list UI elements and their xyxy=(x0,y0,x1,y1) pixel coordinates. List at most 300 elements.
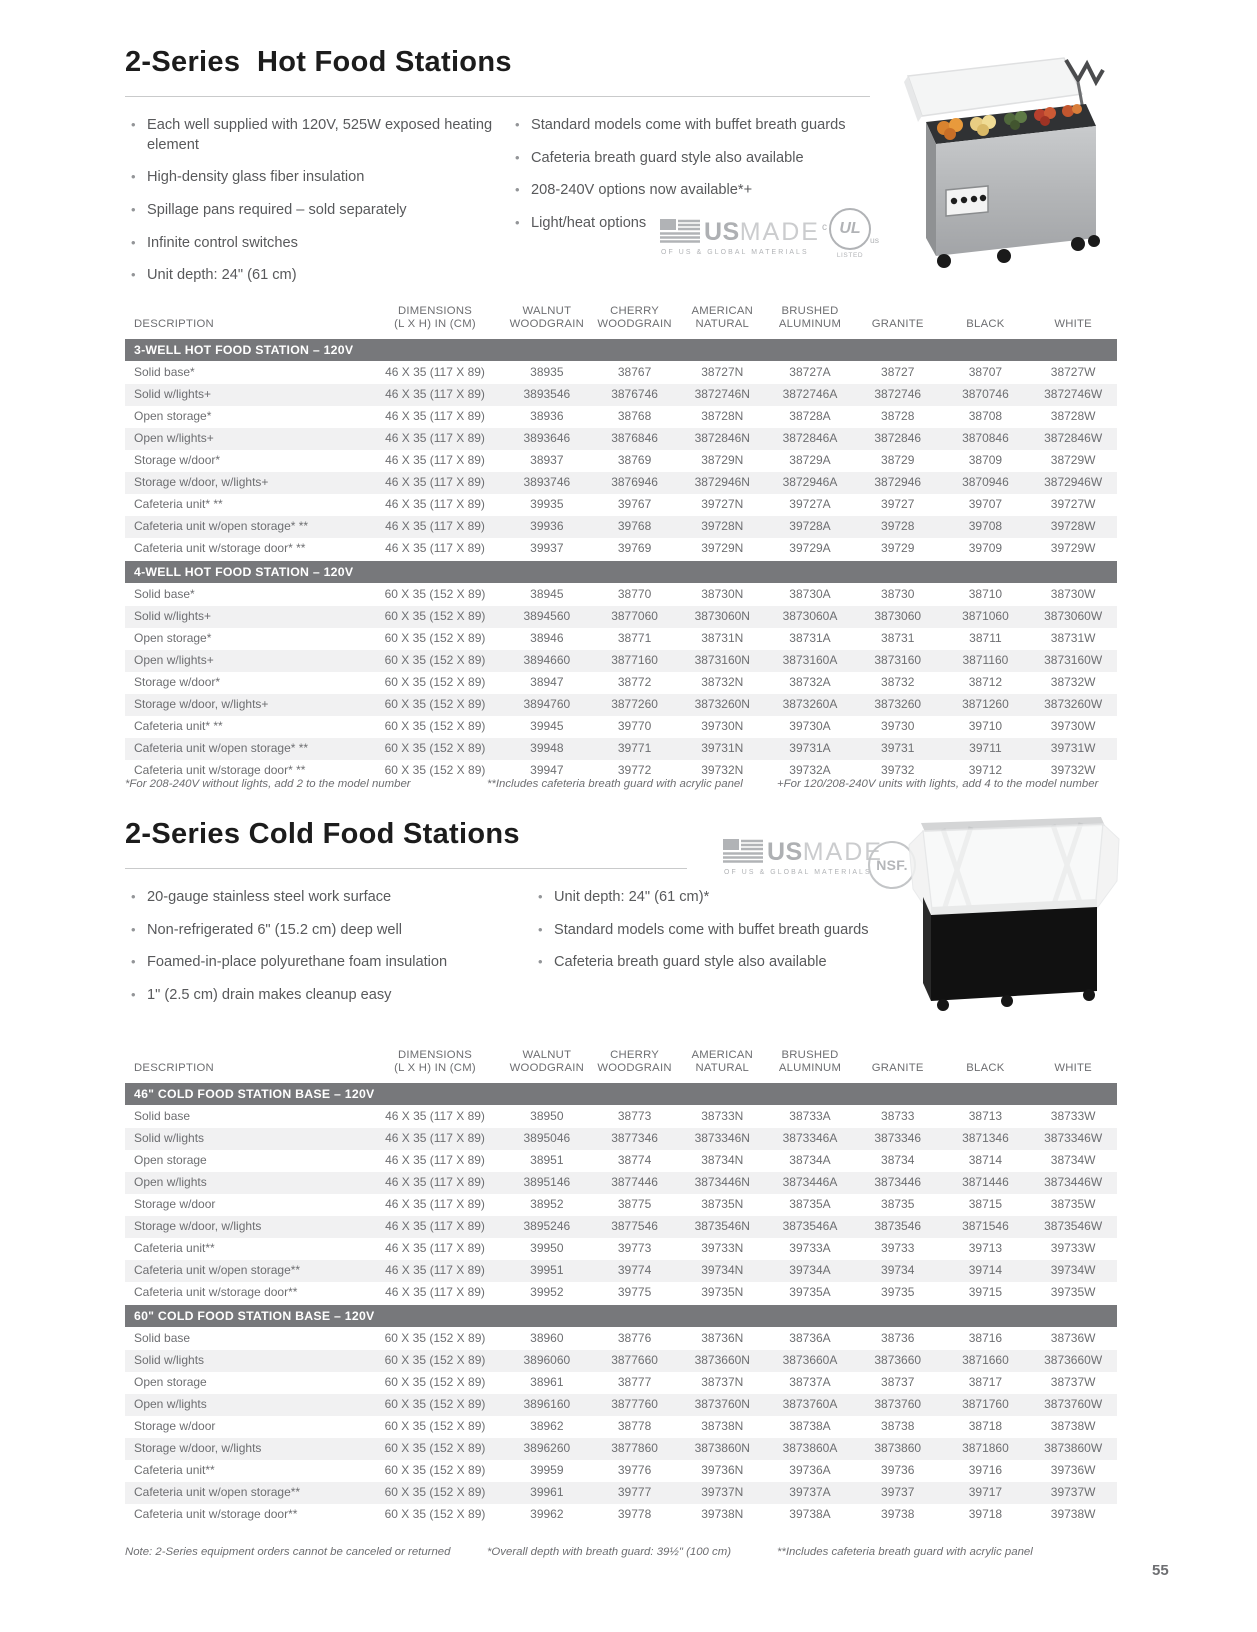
cell-model-number: 39769 xyxy=(617,541,652,556)
cell-model-number: 38733W xyxy=(1050,1109,1096,1124)
cell-model-number: 39735W xyxy=(1050,1285,1096,1300)
cell-model-number: 38736 xyxy=(881,1331,915,1346)
col-header xyxy=(591,1046,679,1082)
cell-model-number: 38737N xyxy=(701,1375,744,1390)
col-header-label: BRUSHED ALUMINUM xyxy=(778,305,842,331)
cell-dimensions: 60 X 35 (152 X 89) xyxy=(384,719,486,734)
col-header-label: GRANITE xyxy=(871,318,924,331)
cell-model-number: 38710 xyxy=(968,587,1003,602)
cell-dimensions: 46 X 35 (117 X 89) xyxy=(385,1131,485,1146)
cell-model-number: 39730 xyxy=(881,719,915,734)
cell-model-number: 3895046 xyxy=(523,1131,571,1146)
cell-model-number: 3873060W xyxy=(1044,609,1103,624)
cell-model-number: 39732 xyxy=(881,763,915,778)
cell-model-number: 39768 xyxy=(617,519,652,534)
table-row xyxy=(125,428,1117,450)
cell-model-number: 39738A xyxy=(789,1507,831,1522)
dimensions-line: DIMENSIONS xyxy=(397,305,473,318)
cell-model-number: 3871860 xyxy=(962,1441,1009,1456)
cell-model-number: 39730A xyxy=(789,719,831,734)
cell-model-number: 39707 xyxy=(968,497,1003,512)
hot-bullet-list-left xyxy=(128,116,496,299)
cell-model-number: 38769 xyxy=(617,453,652,468)
cell-model-number: 38731A xyxy=(789,631,831,646)
table-row xyxy=(125,694,1117,716)
cell-model-number: 39937 xyxy=(530,541,564,556)
cell-model-number: 3893546 xyxy=(523,387,571,402)
cell-model-number: 3876946 xyxy=(611,475,658,490)
cell-model-number: 3873060 xyxy=(874,609,922,624)
cell-model-number: 38936 xyxy=(530,409,564,424)
col-header-label: CHERRY WOODGRAIN xyxy=(597,1049,672,1075)
footnote: **Includes cafeteria breath guard with acrylic panel xyxy=(487,778,743,790)
cell-model-number: 38727A xyxy=(789,365,831,380)
cell-model-number: 38738 xyxy=(881,1419,915,1434)
cell-model-number: 39713 xyxy=(968,1241,1003,1256)
cell-model-number: 39718 xyxy=(968,1507,1003,1522)
col-header xyxy=(766,1046,854,1082)
cell-model-number: 38735 xyxy=(881,1197,915,1212)
cell-model-number: 3873546 xyxy=(874,1219,922,1234)
cell-description: Cafeteria unit w/storage door* ** xyxy=(134,541,306,556)
col-header-label: WHITE xyxy=(1054,1062,1092,1075)
cell-description: Storage w/door xyxy=(134,1419,216,1434)
cell-model-number: 39715 xyxy=(968,1285,1003,1300)
cell-model-number: 39717 xyxy=(968,1485,1003,1500)
cell-dimensions: 60 X 35 (152 X 89) xyxy=(384,609,486,624)
cell-dimensions: 60 X 35 (152 X 89) xyxy=(384,1331,486,1346)
cell-model-number: 39709 xyxy=(968,541,1003,556)
cell-dimensions: 46 X 35 (117 X 89) xyxy=(385,1263,485,1278)
cell-model-number: 39947 xyxy=(530,763,564,778)
cell-model-number: 39708 xyxy=(968,519,1003,534)
table-row xyxy=(125,1106,1117,1128)
title-divider xyxy=(125,96,870,97)
col-header xyxy=(503,302,591,338)
cell-model-number: 3896260 xyxy=(523,1441,571,1456)
cell-description: Cafeteria unit w/storage door** xyxy=(134,1285,298,1300)
cell-model-number: 39728 xyxy=(881,519,915,534)
cell-model-number: 38718 xyxy=(968,1419,1003,1434)
bullet-item: • Unit depth: 24" (61 cm) xyxy=(128,266,496,286)
bullet-item: • 1" (2.5 cm) drain makes cleanup easy xyxy=(128,986,528,1006)
cell-model-number: 39729N xyxy=(701,541,744,556)
cell-model-number: 39732W xyxy=(1050,763,1096,778)
cell-model-number: 38770 xyxy=(617,587,652,602)
hot-food-station-image xyxy=(882,42,1127,274)
bullet-item: • Light/heat options xyxy=(512,214,902,234)
cell-model-number: 38775 xyxy=(617,1197,652,1212)
bullet-item: • Cafeteria breath guard style also available xyxy=(535,953,935,973)
cell-dimensions: 60 X 35 (152 X 89) xyxy=(384,1419,486,1434)
bullet-item: • High-density glass fiber insulation xyxy=(128,168,496,188)
cell-description: Open w/lights+ xyxy=(134,653,214,668)
cell-model-number: 3872746N xyxy=(694,387,750,402)
cell-model-number: 3893746 xyxy=(523,475,571,490)
footnote: *For 208-240V without lights, add 2 to the model number xyxy=(125,778,411,790)
cell-model-number: 38734A xyxy=(789,1153,831,1168)
cell-model-number: 39736A xyxy=(789,1463,831,1478)
table-section-header: 46" COLD FOOD STATION BASE – 120V xyxy=(125,1083,1117,1105)
cell-model-number: 38937 xyxy=(530,453,564,468)
cell-model-number: 38737W xyxy=(1050,1375,1096,1390)
cell-model-number: 39961 xyxy=(530,1485,564,1500)
table-row xyxy=(125,1482,1117,1504)
cell-model-number: 39727A xyxy=(789,497,831,512)
bullet-item: • Each well supplied with 120V, 525W exposed heating element xyxy=(128,116,496,155)
cell-description: Open storage* xyxy=(134,409,212,424)
cell-model-number: 3870946 xyxy=(962,475,1009,490)
cell-model-number: 38727N xyxy=(701,365,744,380)
cell-description: Cafeteria unit w/open storage** xyxy=(134,1485,301,1500)
cell-description: Solid w/lights xyxy=(134,1131,205,1146)
cell-description: Solid w/lights xyxy=(134,1353,205,1368)
col-header-label: GRANITE xyxy=(871,1062,924,1075)
cell-model-number: 3876746 xyxy=(611,387,658,402)
col-header xyxy=(766,302,854,338)
cell-dimensions: 46 X 35 (117 X 89) xyxy=(385,431,485,446)
cell-model-number: 38735W xyxy=(1050,1197,1096,1212)
col-header-label: BLACK xyxy=(966,1062,1005,1075)
usmade-logo xyxy=(660,218,820,256)
cell-model-number: 38767 xyxy=(617,365,652,380)
cell-model-number: 38736N xyxy=(701,1331,744,1346)
cell-model-number: 3895146 xyxy=(523,1175,571,1190)
cell-model-number: 39952 xyxy=(530,1285,564,1300)
col-header-label: AMERICAN NATURAL xyxy=(691,305,754,331)
cell-model-number: 38736A xyxy=(789,1331,831,1346)
cell-model-number: 39730W xyxy=(1050,719,1096,734)
cell-model-number: 39731A xyxy=(789,741,831,756)
table-section-header: 3-WELL HOT FOOD STATION – 120V xyxy=(125,339,1117,361)
cell-model-number: 38935 xyxy=(530,365,564,380)
cell-model-number: 3872946A xyxy=(782,475,838,490)
cell-description: Open w/lights xyxy=(134,1397,207,1412)
table-row xyxy=(125,1282,1117,1304)
usmade-subtext: OF US & GLOBAL MATERIALS xyxy=(661,249,809,256)
cell-model-number: 3872846A xyxy=(782,431,838,446)
cell-dimensions: 46 X 35 (117 X 89) xyxy=(385,1109,485,1124)
cell-model-number: 39727W xyxy=(1050,497,1096,512)
cell-description: Solid w/lights+ xyxy=(134,609,212,624)
cell-model-number: 3895246 xyxy=(523,1219,571,1234)
cell-dimensions: 60 X 35 (152 X 89) xyxy=(384,741,486,756)
col-header xyxy=(854,315,942,338)
cell-model-number: 39738 xyxy=(881,1507,915,1522)
cell-model-number: 38709 xyxy=(968,453,1003,468)
nsf-icon: NSF. xyxy=(868,841,916,889)
cell-model-number: 39950 xyxy=(530,1241,564,1256)
cold-food-station-image xyxy=(895,793,1127,1011)
cell-model-number: 38777 xyxy=(617,1375,652,1390)
cell-dimensions: 60 X 35 (152 X 89) xyxy=(384,1485,486,1500)
cell-model-number: 3873546N xyxy=(694,1219,750,1234)
table-row xyxy=(125,1438,1117,1460)
cell-description: Cafeteria unit** xyxy=(134,1241,215,1256)
cell-model-number: 3873660N xyxy=(694,1353,750,1368)
cell-description: Open storage xyxy=(134,1153,207,1168)
cell-description: Solid base* xyxy=(134,587,195,602)
cell-model-number: 3877060 xyxy=(611,609,658,624)
cell-model-number: 38728N xyxy=(701,409,744,424)
cell-model-number: 3871346 xyxy=(962,1131,1009,1146)
cell-model-number: 39737W xyxy=(1050,1485,1096,1500)
cell-model-number: 39736W xyxy=(1050,1463,1096,1478)
table-row xyxy=(125,1460,1117,1482)
cell-model-number: 3894760 xyxy=(523,697,571,712)
cell-model-number: 39728W xyxy=(1050,519,1096,534)
usmade-wordmark: USMADE xyxy=(767,838,883,866)
col-header xyxy=(1029,315,1117,338)
cell-model-number: 38960 xyxy=(530,1331,564,1346)
col-header xyxy=(942,1059,1030,1082)
col-header xyxy=(591,302,679,338)
cell-model-number: 3873260A xyxy=(782,697,838,712)
table-row xyxy=(125,1172,1117,1194)
dimensions-line: (L X H) IN (CM) xyxy=(394,318,476,331)
cell-model-number: 39772 xyxy=(617,763,652,778)
table-row xyxy=(125,494,1117,516)
cell-model-number: 39737 xyxy=(881,1485,915,1500)
cell-model-number: 38734N xyxy=(701,1153,744,1168)
cell-model-number: 38729 xyxy=(881,453,915,468)
usmade-subtext: OF US & GLOBAL MATERIALS xyxy=(724,869,872,876)
cell-model-number: 39737N xyxy=(701,1485,744,1500)
cell-description: Solid base* xyxy=(134,365,195,380)
table-row xyxy=(125,738,1117,760)
cell-model-number: 39738N xyxy=(701,1507,744,1522)
cell-model-number: 38951 xyxy=(530,1153,564,1168)
table-row xyxy=(125,538,1117,560)
cell-model-number: 38947 xyxy=(530,675,564,690)
cell-model-number: 38738N xyxy=(701,1419,744,1434)
cell-model-number: 38731N xyxy=(701,631,744,646)
cell-description: Storage w/door* xyxy=(134,675,221,690)
cell-model-number: 39948 xyxy=(530,741,564,756)
cell-model-number: 3873346N xyxy=(694,1131,750,1146)
cell-model-number: 3893646 xyxy=(523,431,571,446)
cell-dimensions: 60 X 35 (152 X 89) xyxy=(384,1507,486,1522)
cell-model-number: 39776 xyxy=(617,1463,652,1478)
table-row xyxy=(125,1416,1117,1438)
us-flag-icon xyxy=(660,218,700,245)
cell-model-number: 38712 xyxy=(968,675,1003,690)
cell-model-number: 39935 xyxy=(530,497,564,512)
cell-model-number: 3877446 xyxy=(611,1175,658,1190)
hot-footnotes xyxy=(125,778,1117,794)
cell-model-number: 3873260 xyxy=(874,697,922,712)
cell-description: Storage w/door xyxy=(134,1197,216,1212)
cell-dimensions: 46 X 35 (117 X 89) xyxy=(385,409,485,424)
cell-model-number: 38776 xyxy=(617,1331,652,1346)
cell-model-number: 38731W xyxy=(1050,631,1096,646)
col-header-label: BRUSHED ALUMINUM xyxy=(778,1049,842,1075)
table-row xyxy=(125,716,1117,738)
cold-section-title: 2-Series Cold Food Stations xyxy=(125,818,520,850)
cell-model-number: 38727 xyxy=(881,365,915,380)
cell-model-number: 38732 xyxy=(881,675,915,690)
cell-dimensions: 46 X 35 (117 X 89) xyxy=(385,1285,485,1300)
col-header xyxy=(942,315,1030,338)
cell-model-number: 38732A xyxy=(789,675,831,690)
cell-model-number: 3873260N xyxy=(694,697,750,712)
bullet-item: • Foamed-in-place polyurethane foam insulation xyxy=(128,953,528,973)
cell-model-number: 3873660A xyxy=(782,1353,838,1368)
cell-model-number: 39710 xyxy=(968,719,1003,734)
usmade-logo xyxy=(723,838,883,876)
cell-model-number: 39732N xyxy=(701,763,744,778)
cell-description: Cafeteria unit** xyxy=(134,1463,215,1478)
cell-model-number: 39777 xyxy=(617,1485,652,1500)
table-row xyxy=(125,1150,1117,1172)
cell-model-number: 3871060 xyxy=(962,609,1009,624)
table-row xyxy=(125,1216,1117,1238)
cell-description: Open w/lights xyxy=(134,1175,207,1190)
cell-description: Storage w/door* xyxy=(134,453,221,468)
table-row xyxy=(125,384,1117,406)
bullet-item: • 20-gauge stainless steel work surface xyxy=(128,888,528,908)
cell-description: Solid base xyxy=(134,1331,191,1346)
cell-model-number: 3873346A xyxy=(782,1131,838,1146)
cell-model-number: 3870746 xyxy=(962,387,1009,402)
cell-model-number: 38715 xyxy=(968,1197,1003,1212)
cell-model-number: 3896060 xyxy=(523,1353,571,1368)
cell-model-number: 39729W xyxy=(1050,541,1096,556)
col-header xyxy=(678,302,766,338)
cell-model-number: 38732W xyxy=(1050,675,1096,690)
cell-model-number: 39773 xyxy=(617,1241,652,1256)
cell-model-number: 3873160A xyxy=(782,653,838,668)
cell-model-number: 3873060A xyxy=(782,609,838,624)
cell-model-number: 38950 xyxy=(530,1109,564,1124)
col-header-label: BLACK xyxy=(966,318,1005,331)
cell-dimensions: 46 X 35 (117 X 89) xyxy=(385,1197,485,1212)
table-row xyxy=(125,1194,1117,1216)
hot-food-table xyxy=(125,292,1117,782)
cell-model-number: 39733W xyxy=(1050,1241,1096,1256)
table-row xyxy=(125,628,1117,650)
cell-model-number: 3873446W xyxy=(1044,1175,1103,1190)
cell-model-number: 39951 xyxy=(530,1263,564,1278)
cell-dimensions: 46 X 35 (117 X 89) xyxy=(385,1219,485,1234)
cell-dimensions: 60 X 35 (152 X 89) xyxy=(384,1463,486,1478)
cell-model-number: 3871760 xyxy=(962,1397,1009,1412)
cell-model-number: 3871546 xyxy=(962,1219,1009,1234)
cell-dimensions: 60 X 35 (152 X 89) xyxy=(384,1441,486,1456)
cell-model-number: 38729W xyxy=(1050,453,1096,468)
cell-model-number: 3877346 xyxy=(611,1131,658,1146)
bullet-item: • 208-240V options now available*+ xyxy=(512,181,902,201)
cell-model-number: 39738W xyxy=(1050,1507,1096,1522)
table-row xyxy=(125,1394,1117,1416)
cell-model-number: 3871160 xyxy=(962,653,1009,668)
cell-model-number: 39727 xyxy=(881,497,915,512)
cell-model-number: 39731N xyxy=(701,741,744,756)
cell-model-number: 38733A xyxy=(789,1109,831,1124)
cell-model-number: 3873546W xyxy=(1044,1219,1103,1234)
table-row xyxy=(125,406,1117,428)
cell-model-number: 38732N xyxy=(701,675,744,690)
cell-dimensions: 46 X 35 (117 X 89) xyxy=(385,453,485,468)
cell-model-number: 39771 xyxy=(617,741,652,756)
cell-model-number: 38707 xyxy=(968,365,1003,380)
cell-model-number: 38736W xyxy=(1050,1331,1096,1346)
cell-model-number: 3872746W xyxy=(1044,387,1103,402)
col-header-dimensions xyxy=(367,302,503,338)
cell-model-number: 38727W xyxy=(1050,365,1096,380)
cell-model-number: 38737 xyxy=(881,1375,915,1390)
cell-model-number: 39735N xyxy=(701,1285,744,1300)
cell-model-number: 38728A xyxy=(789,409,831,424)
title-divider xyxy=(125,868,687,869)
cell-model-number: 3873160 xyxy=(874,653,922,668)
cell-model-number: 39775 xyxy=(617,1285,652,1300)
cell-model-number: 3873346 xyxy=(874,1131,922,1146)
cell-dimensions: 46 X 35 (117 X 89) xyxy=(385,1241,485,1256)
cell-model-number: 38946 xyxy=(530,631,564,646)
cell-dimensions: 60 X 35 (152 X 89) xyxy=(384,763,486,778)
cell-model-number: 38952 xyxy=(530,1197,564,1212)
footnote: Note: 2-Series equipment orders cannot be canceled or returned xyxy=(125,1546,451,1558)
cell-model-number: 3872946 xyxy=(874,475,922,490)
cell-model-number: 39945 xyxy=(530,719,564,734)
cell-model-number: 38735N xyxy=(701,1197,744,1212)
cell-description: Open storage* xyxy=(134,631,212,646)
cell-model-number: 3873660W xyxy=(1044,1353,1103,1368)
table-row xyxy=(125,362,1117,384)
cell-dimensions: 60 X 35 (152 X 89) xyxy=(384,587,486,602)
cell-model-number: 3872846N xyxy=(694,431,750,446)
cell-model-number: 3872946N xyxy=(694,475,750,490)
cell-model-number: 38729A xyxy=(789,453,831,468)
table-row xyxy=(125,1260,1117,1282)
cell-model-number: 39736N xyxy=(701,1463,744,1478)
cell-model-number: 38730W xyxy=(1050,587,1096,602)
cell-model-number: 3877260 xyxy=(611,697,658,712)
cell-model-number: 38737A xyxy=(789,1375,831,1390)
cell-model-number: 38729N xyxy=(701,453,744,468)
cell-model-number: 38731 xyxy=(881,631,915,646)
table-row xyxy=(125,1128,1117,1150)
col-header-description: DESCRIPTION xyxy=(134,318,214,331)
cell-model-number: 39959 xyxy=(530,1463,564,1478)
cell-model-number: 3873546A xyxy=(782,1219,838,1234)
cell-model-number: 3873060N xyxy=(694,609,750,624)
cell-model-number: 38735A xyxy=(789,1197,831,1212)
cell-model-number: 3894560 xyxy=(523,609,571,624)
cell-model-number: 38711 xyxy=(969,631,1002,646)
cold-bullet-list-right xyxy=(535,888,935,986)
bullet-item: • Standard models come with buffet breath guards xyxy=(535,921,935,941)
col-header-label: AMERICAN NATURAL xyxy=(691,1049,754,1075)
cell-model-number: 38728 xyxy=(881,409,915,424)
cell-model-number: 39736 xyxy=(881,1463,915,1478)
cell-model-number: 3873160W xyxy=(1044,653,1103,668)
cell-model-number: 39714 xyxy=(968,1263,1003,1278)
cell-model-number: 3871260 xyxy=(962,697,1009,712)
cell-dimensions: 46 X 35 (117 X 89) xyxy=(385,365,485,380)
cell-dimensions: 60 X 35 (152 X 89) xyxy=(384,631,486,646)
cell-model-number: 3873760N xyxy=(694,1397,750,1412)
cell-model-number: 3871660 xyxy=(962,1353,1009,1368)
cell-model-number: 3877760 xyxy=(611,1397,658,1412)
cell-model-number: 39778 xyxy=(617,1507,652,1522)
cell-model-number: 38771 xyxy=(617,631,652,646)
table-row xyxy=(125,584,1117,606)
cell-model-number: 3872746A xyxy=(782,387,838,402)
cell-model-number: 39735A xyxy=(789,1285,831,1300)
cell-description: Storage w/door, w/lights xyxy=(134,1219,262,1234)
